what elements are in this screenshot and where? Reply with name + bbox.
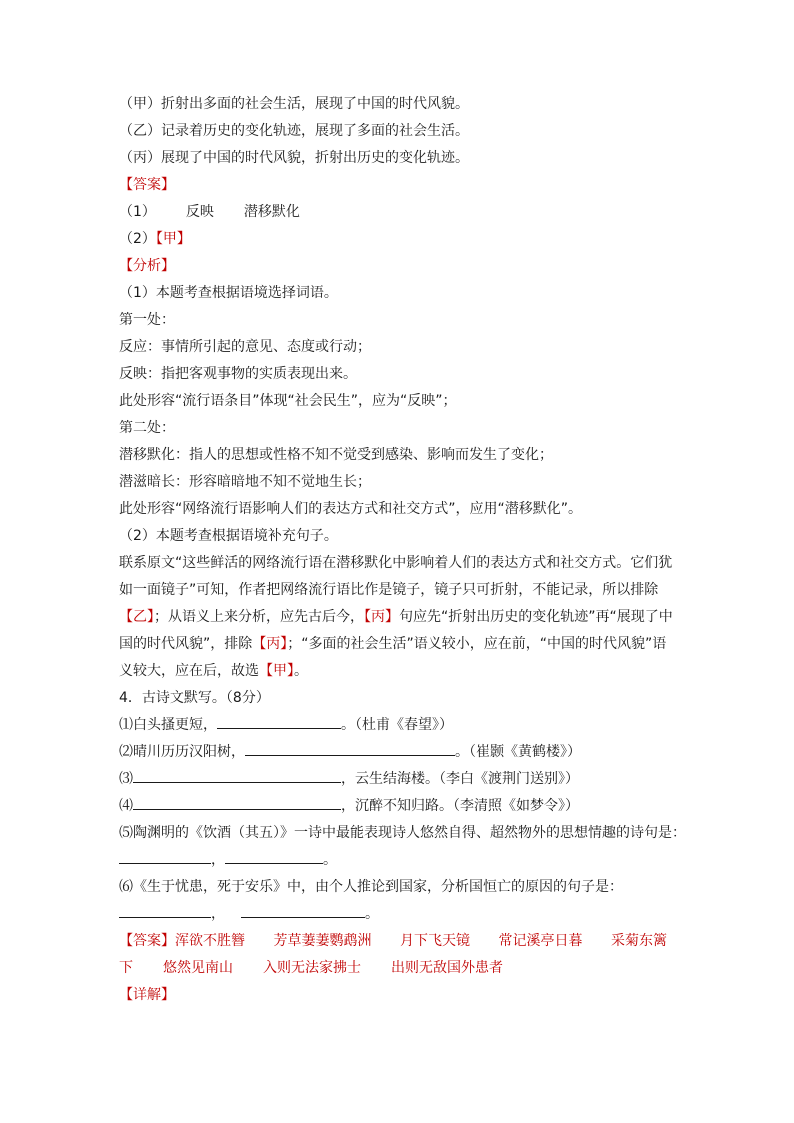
poem-line-5-separator: ， [211,852,225,868]
analysis-line: （1）本题考查根据语境选择词语。 [119,285,338,301]
answer-item: 采菊东篱 [611,933,667,949]
answer-item: 出则无敌国外患者 [391,960,503,976]
analysis-line: 潜滋暗长：形容暗暗地不知不觉地生长； [119,474,371,490]
answer-blank [133,795,341,810]
answer-blank [119,849,211,864]
poem-line-2-suffix: 。（崔颢《黄鹤楼》） [455,744,581,760]
poem-line-1-prefix: ⑴白头搔更短， [119,717,217,733]
analysis-line: 此处形容“网络流行语影响人们的表达方式和社交方式”，应用“潜移默化”。 [119,501,583,517]
answer-row-1 [119,928,667,955]
answer-1-word1: 反映 [185,204,214,220]
poem-line-4-prefix: ⑷ [119,798,133,814]
answer-item: 月下飞天镜 [400,933,470,949]
answer-1-num: （1） [119,204,156,220]
reasoning-text-4: ；“多面的社会生活”语义较小，应在前，“中国的时代风貌”语义较大，应在后，故选 [119,636,667,679]
poem-line-5-blanks [119,847,679,874]
answer-blank [119,903,211,918]
question-4-title: 4．古诗文默写。（8分） [119,690,270,706]
reasoning-text-3: 句应先“折射出历史的变化轨迹”再“展现了中国的时代风貌”，排除 [119,609,673,652]
reasoning-text-5: 。 [294,663,308,679]
answer-item: 浑欲不胜簪 [175,933,245,949]
analysis-line: 第一处： [119,312,175,328]
answer-1-word2: 潜移默化 [243,204,300,220]
poem-line-2 [119,739,679,766]
poem-line-3-suffix: ，云生结海楼。（李白《渡荆门送别》） [341,771,579,787]
poem-line-6-end: 。 [365,906,379,922]
answer-2-num: （2） [119,231,156,247]
answer-blank [217,714,341,729]
poem-line-1 [119,712,679,739]
analysis-line: 潜移默化：指人的思想或性格不知不觉受到感染、影响而发生了变化； [119,447,553,463]
answer-1 [119,199,679,226]
reasoning-text-2: ；从语义上来分析，应先古后今， [154,609,364,625]
analysis-line: 反应：事情所引起的意见、态度或行动； [119,339,371,355]
poem-line-1-suffix: 。（杜甫《春望》） [341,717,453,733]
poem-line-4 [119,793,679,820]
poem-line-6: ⑹《生于忧患，死于安乐》中，由个人推论到国家，分析国恒亡的原因的句子是： [119,879,623,895]
answer-blank [225,849,323,864]
answer-item: 芳草萋萋鹦鹉洲 [273,933,372,949]
answer-item: 入则无法家拂士 [263,960,361,976]
answer-item: 下 [119,960,133,976]
reasoning-text-1: 联系原文“这些鲜活的网络流行语在潜移默化中影响着人们的表达方式和社交方式。它们犹如一面镜子”可知，作者把网络流行语比作是镜子，镜子只可折射，不能记录，所以排除 [119,555,673,598]
answer-blank [133,768,341,783]
poem-line-2-prefix: ⑵晴川历历汉阳树， [119,744,245,760]
analysis-line: 反映：指把客观事物的实质表现出来。 [119,366,357,382]
reasoning-tag-jia: 【甲】 [259,663,294,679]
reasoning-tag-bing: 【丙】 [252,636,288,652]
option-yi: （乙）记录着历史的变化轨迹，展现了多面的社会生活。 [119,123,469,139]
answer-item: 常记溪亭日暮 [498,933,583,949]
reasoning-tag-bing: 【丙】 [364,609,399,625]
poem-line-5: ⑸陶渊明的《饮酒（其五）》一诗中最能表现诗人悠然自得、超然物外的思想情趣的诗句是： [119,825,686,841]
answer-label: 【答案】 [119,933,175,949]
answer-label: 【答案】 [119,177,175,193]
poem-line-6-blanks [119,901,679,928]
analysis-label: 【分析】 [119,258,175,274]
analysis-line: （2）本题考查根据语境补充句子。 [119,528,338,544]
reasoning-paragraph [119,550,679,685]
poem-line-6-separator: ， [211,906,225,922]
poem-line-3-prefix: ⑶ [119,771,133,787]
poem-line-3 [119,766,679,793]
analysis-line: 第二处： [119,420,175,436]
reasoning-tag-yi: 【乙】 [119,609,154,625]
poem-line-4-suffix: ，沉醉不知归路。（李清照《如梦令》） [341,798,579,814]
poem-line-5-end: 。 [323,852,337,868]
analysis-line: 此处形容“流行语条目”体现“社会民生”，应为“反映”； [119,393,457,409]
answer-blank [245,741,455,756]
answer-2-choice: 【甲】 [155,231,191,247]
answer-item: 悠然见南山 [163,960,233,976]
answer-row-2 [119,955,679,982]
answer-2 [119,226,679,253]
option-bing: （丙）展现了中国的时代风貌，折射出历史的变化轨迹。 [119,150,469,166]
answer-blank [241,903,365,918]
option-jia: （甲）折射出多面的社会生活，展现了中国的时代风貌。 [119,96,469,112]
detail-label: 【详解】 [119,987,175,1003]
document-page [119,91,686,1009]
